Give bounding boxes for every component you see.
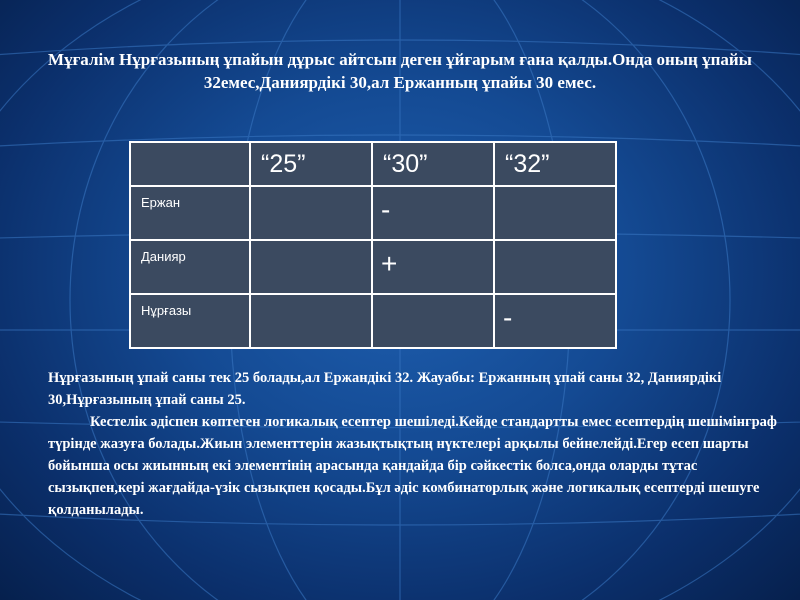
cell: - — [494, 294, 616, 348]
cell — [494, 240, 616, 294]
table-header-row — [130, 142, 616, 186]
row-label-erzhan: Ержан — [130, 186, 250, 240]
table-row — [130, 240, 616, 294]
table-row — [130, 186, 616, 240]
cell — [372, 294, 494, 348]
row-label-daniyar: Данияр — [130, 240, 250, 294]
row-label-nurgazy: Нұрғазы — [130, 294, 250, 348]
method-paragraph: Кестелік әдіспен көптеген логикалық есептер шешіледі.Кейде стандартты емес есептердің шешімінграф түрінде жазуға болады.Жиын элементтерін жазықтықтың нүктелері арқылы бейнелейді.Егер есеп шарты бойынша осы жиынның екі элементінің арасында қандайда бір сәйкестік болса,онда оларды тұтас сызықпен,кері жағдайда-үзік сызықпен қосады.Бұл әдіс комбинаторлық және логикалық есептерді шешуге қолданылады. — [48, 414, 777, 518]
cell — [250, 186, 372, 240]
cell — [494, 186, 616, 240]
explanation-text — [48, 367, 778, 521]
cell: + — [372, 240, 494, 294]
slide-title: Мұғалім Нұрғазының ұпайын дұрыс айтсын деген ұйғарым ғана қалды.Онда оның ұпайы 32емес,Даниярдікі 30,ал Ержанның ұпайы 30 емес. — [48, 50, 752, 92]
table-row — [130, 294, 616, 348]
cell — [250, 240, 372, 294]
cell: - — [372, 186, 494, 240]
header-cell-empty — [130, 142, 250, 186]
answer-paragraph: Нұрғазының ұпай саны тек 25 болады,ал Ержандікі 32. Жауабы: Ержанның ұпай саны 32, Даниярдікі 30,Нұрғазының ұпай саны 25. — [48, 370, 722, 408]
header-cell-25: “25” — [250, 142, 372, 186]
header-cell-32: “32” — [494, 142, 616, 186]
header-cell-30: “30” — [372, 142, 494, 186]
cell — [250, 294, 372, 348]
logic-table — [129, 141, 617, 349]
